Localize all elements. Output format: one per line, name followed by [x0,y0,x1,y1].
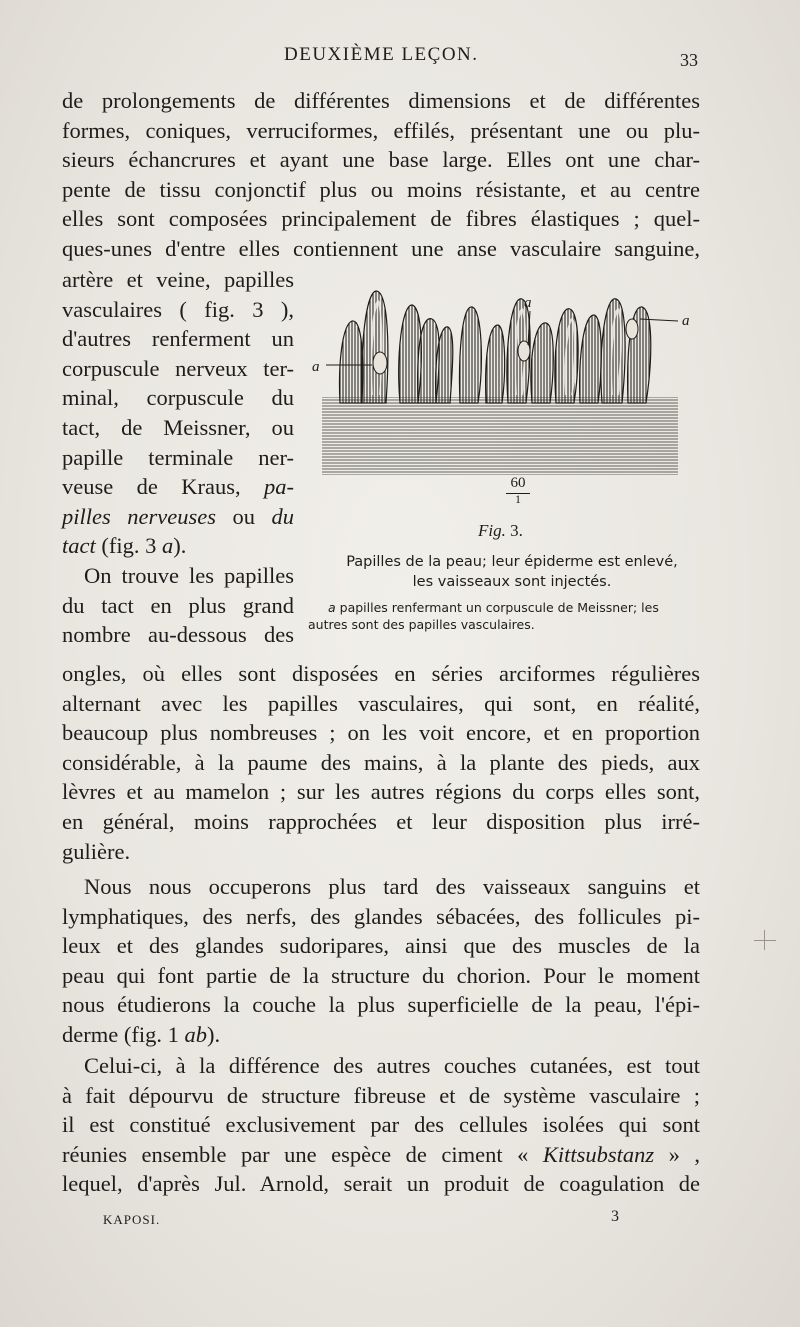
figure-caption [322,552,702,592]
italic-span: ab [184,1021,207,1047]
text-span: ). [173,533,187,559]
text-line: de prolongements de différentes dimensions et de différentes [62,88,700,113]
figure-label-a-right: a [682,313,690,329]
text-span: ). [206,1021,221,1047]
text-line: Celui-ci, à la différence des autres couches cutanées, est tout [84,1053,700,1078]
text-span: » , [654,1141,701,1167]
italic-span: a [328,600,336,615]
text-line: tact, de Meissner, ou [62,414,294,440]
text-line: ongles, où elles sont disposées en séries arciformes régulières [62,661,700,686]
text-line: alternant avec les papilles vasculaires, qui sont, en réalité, [62,690,700,716]
text-line: papille terminale ner- [62,444,294,470]
text-line: sieurs échancrures et ayant une base large. Elles ont une char- [62,147,700,173]
text-line: lymphatiques, des nerfs, des glandes sébacées, des follicules pi- [62,903,700,929]
text-line: vasculaires ( fig. 3 ), [62,296,294,322]
text-line: en général, moins rapprochées et leur disposition plus irré- [62,808,700,834]
text-line: elles sont composées principalement de fibres élastiques ; quel- [62,206,700,232]
text-span: derme (fig. 1 [62,1021,185,1047]
page-footer [0,1208,800,1232]
figure-label-a-left: a [312,359,320,375]
text-line: d'autres renferment un [62,326,294,352]
text-span: veuse de Kraus, [62,474,264,500]
paragraph-3 [62,1051,700,1199]
italic-span: du [271,503,295,529]
text-line: peau qui font partie de la structure du chorion. Pour le moment [62,962,700,988]
text-span: (fig. 3 [101,533,162,559]
figure-label-a-top: a [524,295,532,311]
text-line: nous étudierons la couche la plus superficielle de la peau, l'épi- [62,992,700,1018]
text-line: considérable, à la paume des mains, à la plante des pieds, aux [62,749,700,775]
text-line: leux et des glandes sudoripares, ainsi que des muscles de la [62,933,700,959]
running-title: DEUXIÈME LEÇON. [284,44,479,65]
italic-span: a [162,533,174,559]
text-line: artère et veine, papilles [62,267,294,292]
text-line [62,1020,700,1050]
caption-line: les vaisseaux sont injectés. [412,574,612,590]
fig-word: Fig. [478,521,506,540]
page-number: 33 [680,50,698,70]
text-line: gulière. [62,838,131,864]
caption-note-line: autres sont des papilles vasculaires. [308,617,535,632]
text-line: beaucoup plus nombreuses ; on les voit encore, et en proportion [62,720,700,746]
text-span: réunies ensemble par une espèce de ciment « [62,1141,543,1167]
text-line: nombre au-dessous des [62,622,294,648]
text-line [62,531,294,561]
text-line: lequel, d'après Jul. Arnold, serait un produit de coagulation de [62,1171,700,1197]
page-header [0,44,800,74]
side-column [62,265,294,650]
text-line: pente de tissu conjonctif plus ou moins résistante, et au centre [62,176,700,202]
italic-span: pilles nerveuses [62,503,216,529]
text-line [62,1140,700,1170]
papillae-engraving [300,285,710,485]
paragraph-2 [62,872,700,1050]
text-line: du tact en plus grand [62,592,294,618]
scale-denominator: 1 [515,492,521,506]
sheet-number: 3 [611,1208,619,1225]
text-line: corpuscule nerveux ter- [62,355,294,381]
figure-caption-note [308,599,703,633]
italic-span: pa- [264,474,294,500]
figure-label [478,521,523,541]
margin-mark [764,930,765,950]
text-line [62,502,294,532]
text-line: Nous nous occuperons plus tard des vaisseaux sanguins et [84,874,700,899]
caption-note-line [308,599,703,616]
signature-mark: KAPOSI. [103,1212,161,1227]
text-line: à fait dépourvu de structure fibreuse et de système vasculaire ; [62,1082,700,1108]
text-line: ques-unes d'entre elles contiennent une anse vasculaire sanguine, [62,235,700,261]
text-span: papilles renfermant un corpuscule de Meissner; les [335,600,659,615]
caption-line: Papilles de la peau; leur épiderme est enlevé, [346,554,678,570]
margin-mark [754,940,776,941]
italic-span: tact [62,533,96,559]
text-line: formes, coniques, verruciformes, effilés, présentant une ou plu- [62,117,700,143]
text-line: il est constitué exclusivement par des cellules isolées qui sont [62,1112,700,1138]
paragraph-top [62,86,700,264]
text-line: minal, corpuscule du [62,385,294,411]
paragraph-continuation [62,659,700,866]
fig-number: 3. [510,521,523,540]
text-line [62,472,294,502]
text-line: lèvres et au mamelon ; sur les autres régions du corps elles sont, [62,779,700,805]
italic-span: Kittsubstanz [542,1141,655,1167]
text-line: On trouve les papilles [84,562,294,588]
text-span: ou [215,503,272,529]
scale-numerator: 60 [510,475,526,491]
